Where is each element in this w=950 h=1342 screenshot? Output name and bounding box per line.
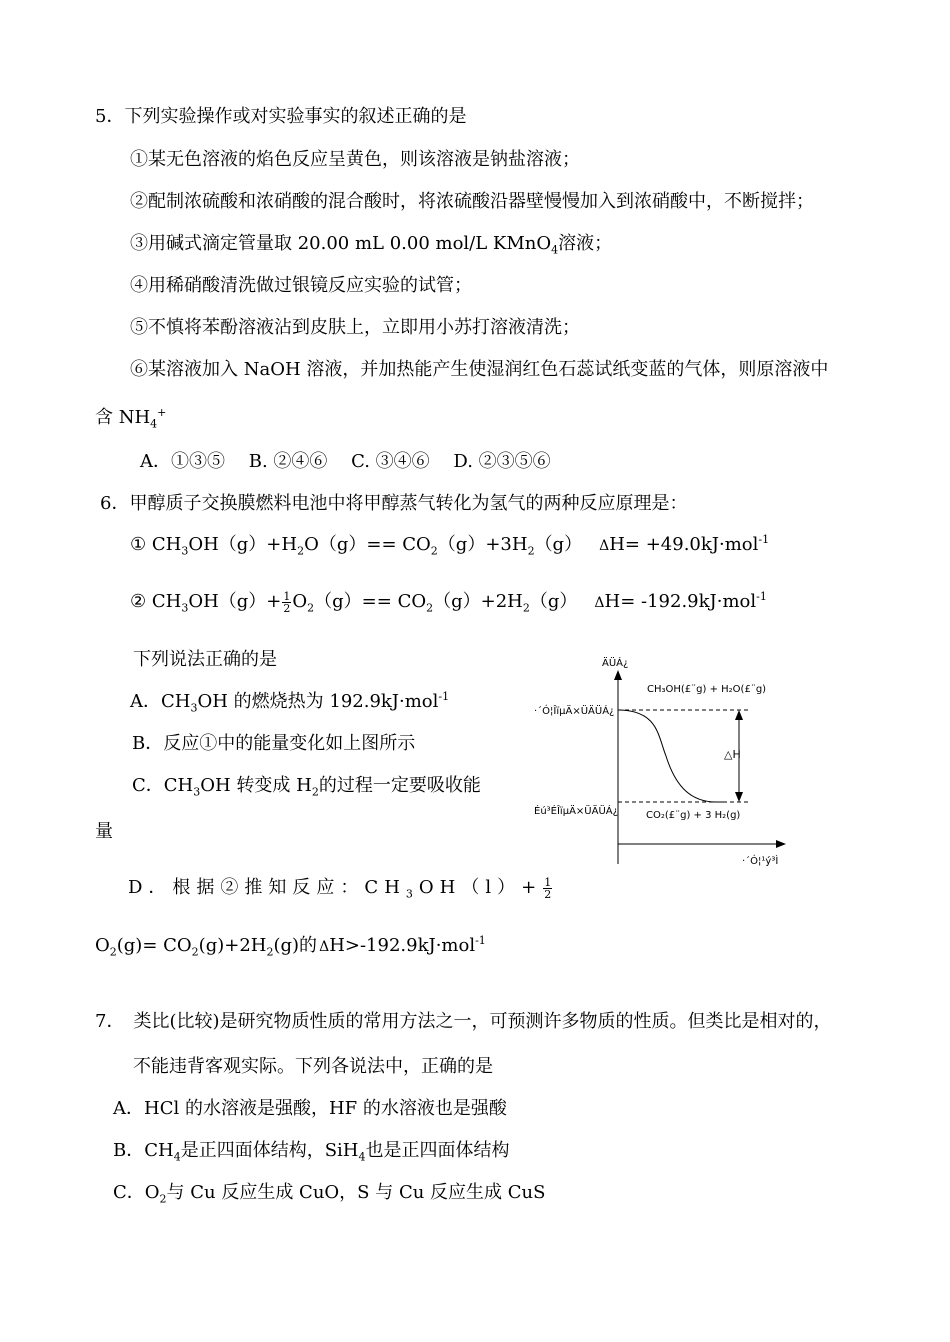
q6-option-d-cont: $O_2(g)= CO_2(g)+2H_2(g)$的 ΔH>-192.9kJ·mol$^{-1}$ <box>95 934 486 959</box>
dh-label: △H <box>724 748 741 761</box>
q5-statement-6: ⑥某溶液加入 NaOH 溶液，并加热能产生使湿润红色石蕊试纸变蓝的气体，则原溶液中 <box>130 359 829 380</box>
energy-curve <box>618 710 726 802</box>
q6-option-c: C．$CH_3OH$ 转变成 $H_2$的过程一定要吸收能 <box>132 775 481 799</box>
q5-statement-6-cont: 含 $NH_4^+$ <box>95 406 167 431</box>
y-axis-label: ÄÜÁ¿ <box>602 658 629 669</box>
x-axis-label: ·´Ó¦¹ý³Ì <box>742 856 779 867</box>
dh-arrow-head-bottom <box>735 792 743 802</box>
q7-option-b: B．$CH_4$是正四面体结构，SiH$_4$也是正四面体结构 <box>113 1140 510 1164</box>
q7-stem: 7． 类比(比较)是研究物质性质的常用方法之一，可预测许多物质的性质。但类比是相对的， <box>95 1011 832 1032</box>
reactants-label: CH₃OH(£¨g) + H₂O(£¨g) <box>647 684 767 695</box>
q6-option-a: A．$CH_3OH$ 的燃烧热为 192.9kJ·mol$^{-1}$ <box>130 690 450 715</box>
q6-option-d: D．根据②推知反应：$CH_3OH(l)+$ $\frac{1}{2}$ <box>128 875 552 901</box>
q7-option-c: C．$O_2$与 Cu 反应生成 CuO，S 与 Cu 反应生成 CuS <box>113 1182 546 1206</box>
products-label: CO₂(£¨g) + 3 H₂(g) <box>646 810 741 821</box>
q5-statement-1: ①某无色溶液的焰色反应呈黄色，则该溶液是钠盐溶液； <box>130 149 580 170</box>
q6-stem: 6．甲醇质子交换膜燃料电池中将甲醇蒸气转化为氢气的两种反应原理是： <box>100 493 688 514</box>
y-axis-arrow <box>614 670 622 680</box>
q5-statement-5: ⑤不慎将苯酚溶液沾到皮肤上，立即用小苏打溶液清洗； <box>130 317 580 338</box>
reactant-level-label: ·´Ó¦ÎïµÄ×ÜÄÜÁ¿ <box>534 706 615 717</box>
q5-statement-3: ③用碱式滴定管量取 20.00 mL 0.00 mol/L KMnO$_4$溶液； <box>130 233 613 257</box>
q6-reaction-2: ② $CH_3OH(g)+$ $\frac{1}{2}$ $O_2(g)== CO_2(g)+2H_2(g)$ ΔH= -192.9kJ·mol$^{-1}$ <box>130 589 767 615</box>
q6-option-c-cont: 量 <box>95 821 113 842</box>
q7-stem-cont: 不能违背客观实际。下列各说法中，正确的是 <box>133 1056 493 1077</box>
q6-intro: 下列说法正确的是 <box>133 649 277 670</box>
q5-statement-2: ②配制浓硫酸和浓硝酸的混合酸时，将浓硫酸沿器壁慢慢加入到浓硝酸中，不断搅拌； <box>130 191 814 212</box>
q6-reaction-1: ① $CH_3OH(g)+H_2O(g)== CO_2(g)+3H_2(g)$ ΔH= +49.0kJ·mol$^{-1}$ <box>130 533 770 558</box>
q7-option-a: A．HCl 的水溶液是强酸，HF 的水溶液也是强酸 <box>113 1098 507 1119</box>
q5-options: A．①③⑤ B. ②④⑥ C. ③④⑥ D. ②③⑤⑥ <box>140 451 551 472</box>
x-axis-arrow <box>776 840 786 848</box>
energy-diagram <box>530 652 790 872</box>
dh-arrow-head-top <box>735 710 743 720</box>
q5-stem: 5．下列实验操作或对实验事实的叙述正确的是 <box>95 106 467 127</box>
q5-statement-4: ④用稀硝酸清洗做过银镜反应实验的试管； <box>130 275 472 296</box>
product-level-label: Éú³ÉÎïµÄ×ÜÄÜÁ¿ <box>534 806 618 817</box>
q6-option-b: B．反应①中的能量变化如上图所示 <box>132 733 416 754</box>
